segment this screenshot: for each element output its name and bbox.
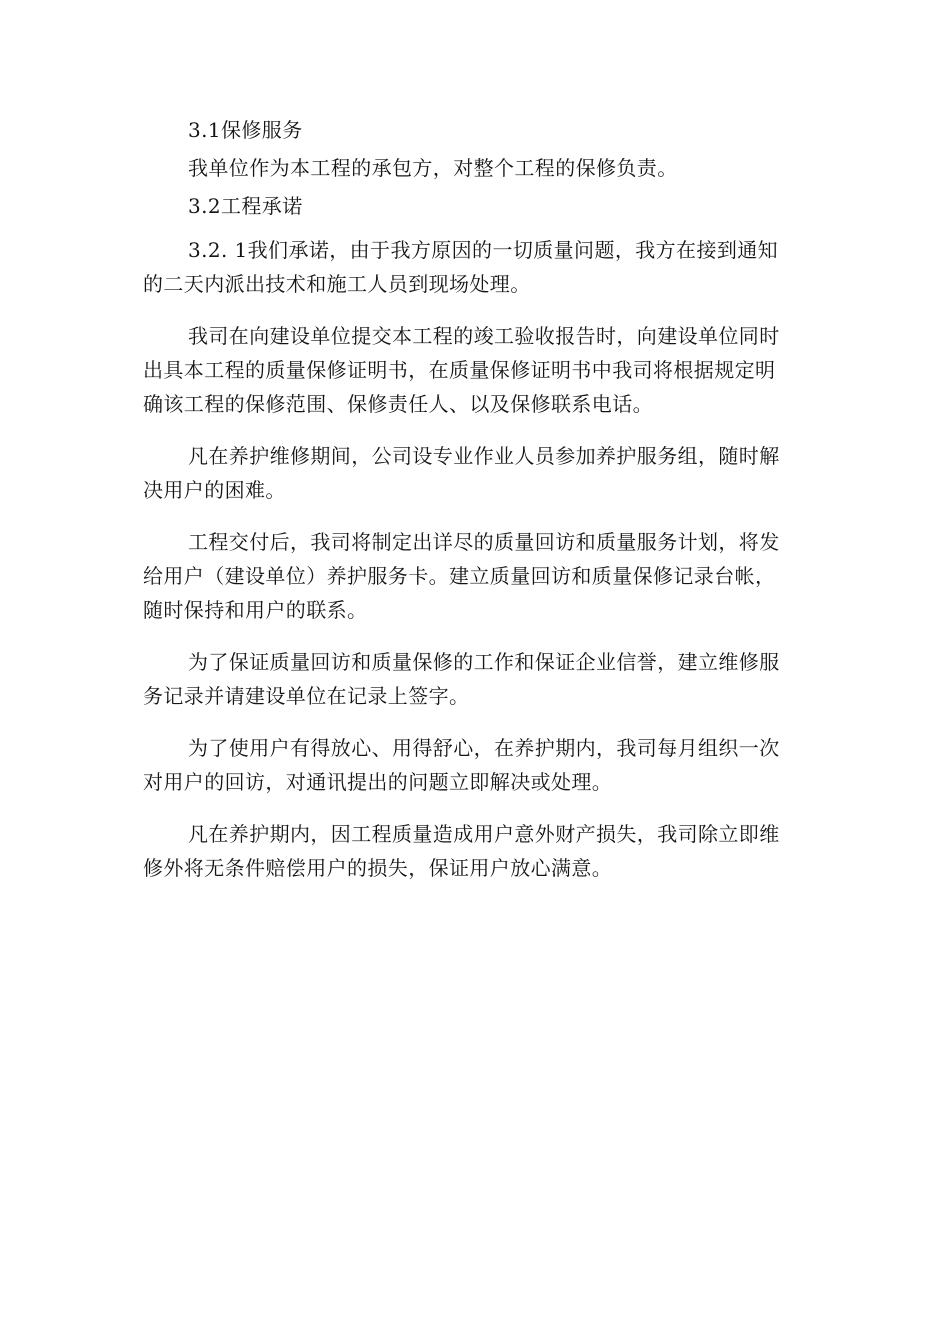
paragraph-compensation: [143, 822, 823, 890]
paragraph-line: 凡在养护维修期间，公司设专业作业人员参加养护服务组，随时解: [188, 444, 780, 468]
document-body: [143, 118, 823, 908]
paragraph-line: 随时保持和用户的联系。: [143, 598, 368, 622]
paragraph-line: 务记录并请建设单位在记录上签字。: [143, 684, 470, 708]
intro-paragraph: 我单位作为本工程的承包方，对整个工程的保修负责。: [188, 156, 678, 180]
paragraph-line: 确该工程的保修范围、保修责任人、以及保修联系电话。: [143, 392, 653, 416]
paragraph-line: 的二天内派出技术和施工人员到现场处理。: [143, 272, 531, 296]
paragraph-line: 为了使用户有得放心、用得舒心，在养护期内，我司每月组织一次: [188, 736, 780, 760]
paragraph-line: 出具本工程的质量保修证明书，在质量保修证明书中我司将根据规定明: [143, 358, 776, 382]
section-heading-3-2: 3.2工程承诺: [188, 194, 303, 218]
paragraph-maintenance-group: [143, 444, 823, 512]
paragraph-line: 为了保证质量回访和质量保修的工作和保证企业信誉，建立维修服: [188, 650, 780, 674]
paragraph-line: 凡在养护期内，因工程质量造成用户意外财产损失，我司除立即维: [188, 822, 780, 846]
paragraph-line: 决用户的困难。: [143, 478, 286, 502]
paragraph-line: 工程交付后，我司将制定出详尽的质量回访和质量服务计划，将发: [188, 530, 780, 554]
paragraph-line: 3.2. 1我们承诺，由于我方原因的一切质量问题，我方在接到通知: [188, 238, 779, 262]
paragraph-line: 修外将无条件赔偿用户的损失，保证用户放心满意。: [143, 856, 613, 880]
paragraph-warranty-certificate: [143, 324, 823, 426]
paragraph-line: 对用户的回访，对通讯提出的问题立即解决或处理。: [143, 770, 613, 794]
paragraph-monthly-visit: [143, 736, 823, 804]
paragraph-commitment: [143, 238, 823, 306]
paragraph-service-records: [143, 650, 823, 718]
paragraph-line: 给用户（建设单位）养护服务卡。建立质量回访和质量保修记录台帐，: [143, 564, 776, 588]
section-heading-3-1: 3.1保修服务: [188, 118, 303, 142]
paragraph-line: 我司在向建设单位提交本工程的竣工验收报告时，向建设单位同时: [188, 324, 780, 348]
paragraph-service-plan: [143, 530, 823, 632]
